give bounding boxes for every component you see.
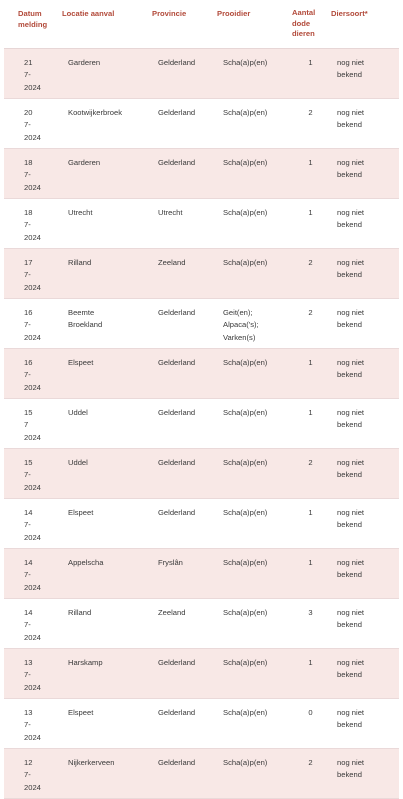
cell-location: Appelscha [68,558,104,567]
cell-predator: Scha(a)p(en) [223,658,268,667]
cell-species: nog niet bekend [337,258,365,280]
cell-dead-animals: 2 [308,258,313,267]
cell-province: Fryslân [158,558,183,567]
cell-location: Rilland [68,258,92,267]
table-row [4,149,399,199]
cell-predator: Scha(a)p(en) [223,708,268,717]
cell-location: Rilland [68,608,92,617]
cell-date: 14 7- 2024 [24,508,41,542]
table-row [4,749,399,799]
table-row [4,249,399,299]
cell-predator: Scha(a)p(en) [223,608,268,617]
cell-dead-animals: 3 [308,608,313,617]
cell-date: 15 7 2024 [24,408,41,442]
table-row [4,399,399,449]
cell-predator: Scha(a)p(en) [223,58,268,67]
table-row [4,699,399,749]
cell-location: Nijkerkerveen [68,758,115,767]
cell-predator: Scha(a)p(en) [223,558,268,567]
table-row [4,99,399,149]
cell-date: 17 7- 2024 [24,258,41,292]
cell-species: nog niet bekend [337,558,365,580]
cell-location: Uddel [68,458,88,467]
cell-predator: Scha(a)p(en) [223,508,268,517]
cell-predator: Geit(en); Alpaca('s); Varken(s) [223,308,259,342]
cell-species: nog niet bekend [337,708,365,730]
cell-species: nog niet bekend [337,108,365,130]
cell-location: Uddel [68,408,88,417]
table-row [4,49,399,99]
cell-date: 14 7- 2024 [24,558,41,592]
cell-province: Gelderland [158,758,196,767]
cell-dead-animals: 1 [308,508,313,517]
cell-dead-animals: 1 [308,658,313,667]
cell-dead-animals: 2 [308,758,313,767]
cell-date: 14 7- 2024 [24,608,41,642]
cell-date: 18 7- 2024 [24,208,41,242]
table-row [4,549,399,599]
cell-species: nog niet bekend [337,508,365,530]
cell-location: Elspeet [68,708,94,717]
header-dead-animals[interactable]: Aantal dode dieren [292,8,316,38]
cell-province: Gelderland [158,508,196,517]
cell-date: 12 7- 2024 [24,758,41,792]
cell-date: 13 7- 2024 [24,658,41,692]
cell-date: 18 7- 2024 [24,158,41,192]
table-row [4,449,399,499]
cell-predator: Scha(a)p(en) [223,358,268,367]
cell-predator: Scha(a)p(en) [223,208,268,217]
cell-dead-animals: 2 [308,108,313,117]
cell-predator: Scha(a)p(en) [223,108,268,117]
cell-date: 16 7- 2024 [24,358,41,392]
cell-province: Gelderland [158,108,196,117]
cell-location: Beemte Broekland [68,308,103,330]
cell-species: nog niet bekend [337,458,365,480]
cell-province: Gelderland [158,458,196,467]
cell-province: Gelderland [158,408,196,417]
table-row [4,649,399,699]
cell-species: nog niet bekend [337,358,365,380]
cell-province: Utrecht [158,208,183,217]
header-province[interactable]: Provincie [152,9,187,18]
table-row [4,499,399,549]
cell-dead-animals: 1 [308,408,313,417]
cell-species: nog niet bekend [337,608,365,630]
table-header [4,0,399,49]
cell-predator: Scha(a)p(en) [223,258,268,267]
cell-location: Harskamp [68,658,103,667]
cell-dead-animals: 2 [308,308,313,317]
cell-province: Zeeland [158,608,186,617]
cell-date: 20 7- 2024 [24,108,41,142]
cell-dead-animals: 1 [308,208,313,217]
cell-dead-animals: 1 [308,358,313,367]
cell-species: nog niet bekend [337,58,365,80]
cell-dead-animals: 1 [308,158,313,167]
header-species[interactable]: Diersoort* [331,9,368,18]
cell-predator: Scha(a)p(en) [223,158,268,167]
cell-location: Elspeet [68,508,94,517]
cell-dead-animals: 1 [308,558,313,567]
cell-date: 16 7- 2024 [24,308,41,342]
cell-species: nog niet bekend [337,208,365,230]
cell-province: Zeeland [158,258,186,267]
header-date[interactable]: Datum melding [18,9,48,29]
cell-location: Kootwijkerbroek [68,108,123,117]
cell-location: Elspeet [68,358,94,367]
cell-date: 15 7- 2024 [24,458,41,492]
cell-dead-animals: 0 [308,708,313,717]
cell-province: Gelderland [158,358,196,367]
cell-location: Garderen [68,58,101,67]
cell-species: nog niet bekend [337,408,365,430]
cell-date: 21 7- 2024 [24,58,41,92]
cell-date: 13 7- 2024 [24,708,41,742]
cell-province: Gelderland [158,58,196,67]
cell-location: Garderen [68,158,101,167]
cell-species: nog niet bekend [337,658,365,680]
cell-predator: Scha(a)p(en) [223,408,268,417]
cell-species: nog niet bekend [337,158,365,180]
table-row [4,599,399,649]
incidents-table [4,0,399,799]
cell-predator: Scha(a)p(en) [223,458,268,467]
table-row [4,199,399,249]
table-row [4,299,399,349]
cell-province: Gelderland [158,158,196,167]
cell-species: nog niet bekend [337,308,365,330]
table-row [4,349,399,399]
cell-province: Gelderland [158,308,196,317]
cell-dead-animals: 2 [308,458,313,467]
cell-location: Utrecht [68,208,93,217]
cell-province: Gelderland [158,708,196,717]
cell-province: Gelderland [158,658,196,667]
header-location[interactable]: Locatie aanval [62,9,115,18]
cell-dead-animals: 1 [308,58,313,67]
cell-predator: Scha(a)p(en) [223,758,268,767]
header-predator[interactable]: Prooidier [217,9,251,18]
cell-species: nog niet bekend [337,758,365,780]
